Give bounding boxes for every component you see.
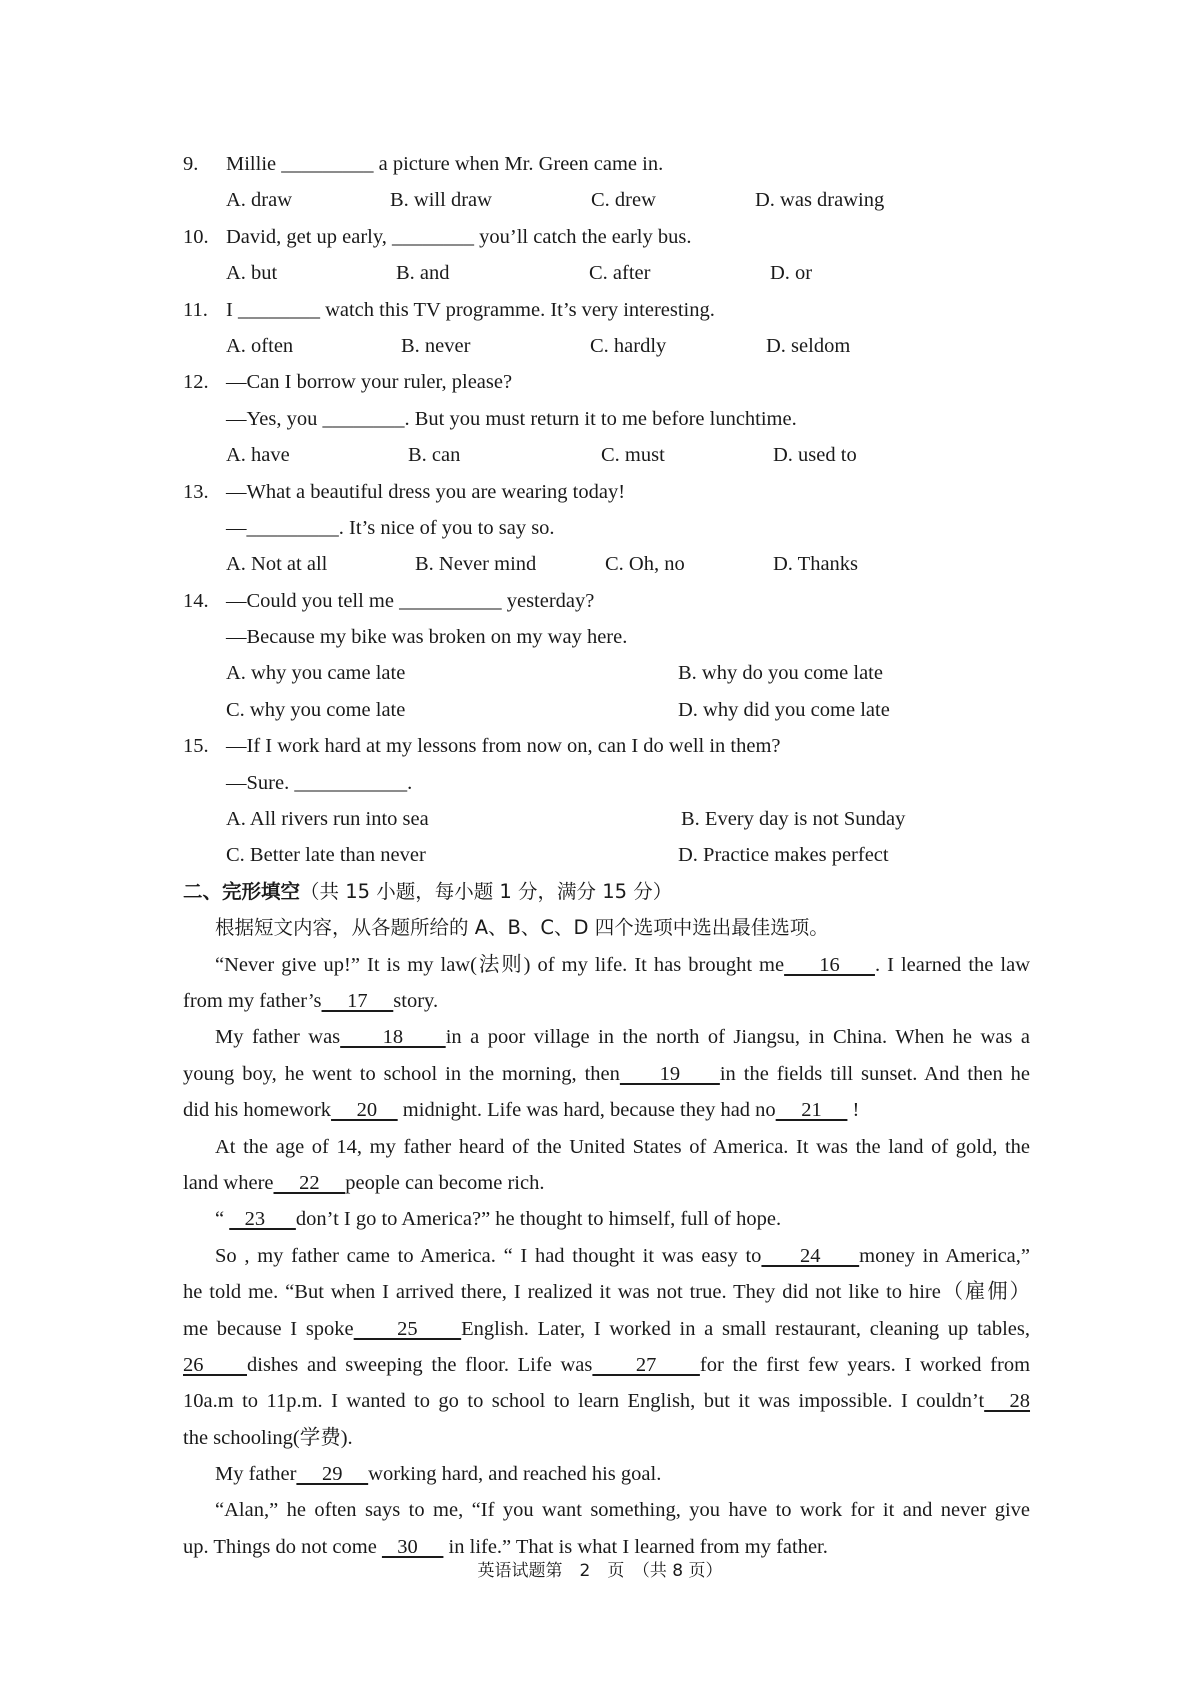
option-d: D. or	[770, 262, 813, 285]
section-instruction: 根据短文内容，从各题所给的 A、B、C、D 四个选项中选出最佳选项。	[215, 916, 829, 940]
question-number: 12.	[183, 371, 209, 394]
passage-text: young boy, he went to school in the morning, then	[183, 1062, 620, 1085]
passage-line	[183, 947, 1030, 983]
passage-text: dishes and sweeping the floor. Life was	[247, 1353, 593, 1376]
option-d: D. seldom	[766, 334, 851, 357]
option-b: B. Never mind	[415, 553, 537, 576]
passage-text: English. Later, I worked in a small restaurant, cleaning up tables,	[461, 1317, 1031, 1340]
passage-text: My father was	[215, 1026, 341, 1049]
page-content	[183, 146, 1030, 1565]
passage-text: working hard, and reached his goal.	[368, 1463, 662, 1486]
passage-line	[183, 1456, 1030, 1492]
question-number: 11.	[183, 298, 208, 321]
option-b: B. Every day is not Sunday	[681, 808, 906, 831]
passage-line: “Alan,” he often says to me, “If you want something, you have to work for it and never give	[215, 1499, 1030, 1522]
question-number: 10.	[183, 225, 209, 248]
option-a: A. All rivers run into sea	[226, 808, 429, 831]
option-a: A. often	[226, 334, 294, 357]
question-15-reply: —Sure. ___________.	[226, 771, 413, 794]
options-15-row1	[183, 801, 1030, 837]
option-b: B. never	[401, 334, 471, 357]
option-a: A. why you came late	[226, 662, 406, 685]
question-14	[183, 583, 1030, 619]
section-title: 二、完形填空	[183, 879, 301, 903]
passage-text: up. Things do not come	[183, 1535, 382, 1558]
blank-22: 22	[273, 1171, 346, 1194]
options-11	[183, 328, 1030, 364]
passage-text: don’t I go to America?” he thought to himself, full of hope.	[295, 1208, 782, 1231]
passage-text: in a poor village in the north of Jiangsu, in China. When he was a	[445, 1026, 1031, 1049]
blank-28: 28	[984, 1390, 1031, 1413]
options-12	[183, 437, 1030, 473]
option-b: B. and	[396, 262, 450, 285]
question-number: 14.	[183, 589, 209, 612]
option-c: C. hardly	[590, 334, 667, 357]
question-11	[183, 292, 1030, 328]
blank-23: 23	[229, 1208, 296, 1231]
question-13	[183, 474, 1030, 510]
question-12-reply: —Yes, you ________. But you must return it to me before lunchtime.	[226, 407, 797, 430]
question-stem: —What a beautiful dress you are wearing today!	[226, 480, 626, 503]
option-d: D. was drawing	[755, 189, 885, 212]
page-footer: 英语试题第 2 页 （共 8 页）	[477, 1561, 723, 1581]
passage-line: At the age of 14, my father heard of the United States of America. It was the land of gold, the	[215, 1135, 1030, 1158]
passage-text: people can become rich.	[345, 1171, 545, 1194]
blank-21: 21	[775, 1099, 848, 1122]
passage-line	[183, 1238, 1030, 1274]
passage-line	[183, 983, 1030, 1019]
options-9	[183, 182, 1030, 218]
blank-19: 19	[619, 1062, 720, 1085]
section-heading	[183, 874, 1030, 910]
blank-27: 27	[592, 1353, 700, 1376]
question-number: 9.	[183, 153, 199, 175]
option-c: C. drew	[591, 189, 656, 212]
blank-24: 24	[761, 1244, 860, 1267]
question-15	[183, 728, 1030, 764]
passage-text: money in America,”	[859, 1244, 1031, 1267]
question-9	[183, 146, 1030, 182]
passage-text: did his homework	[183, 1099, 332, 1122]
option-a: A. draw	[226, 189, 293, 212]
blank-30: 30	[381, 1535, 444, 1558]
option-b: B. can	[408, 444, 461, 467]
option-a: A. but	[226, 262, 278, 285]
passage-line	[183, 1311, 1030, 1347]
question-stem: I ________ watch this TV programme. It’s very interesting.	[226, 298, 715, 321]
passage-text: in life.” That is what I learned from my father.	[443, 1535, 828, 1558]
passage-line: he told me. “But when I arrived there, I realized it was not true. They did not like to hire（雇佣）	[183, 1281, 1030, 1304]
passage-text: in the fields till sunset. And then he	[719, 1062, 1031, 1085]
question-14-reply: —Because my bike was broken on my way here.	[226, 626, 628, 649]
option-a: A. Not at all	[226, 553, 328, 576]
passage-text: . I learned the law	[874, 953, 1031, 976]
blank-29: 29	[296, 1463, 369, 1486]
section-scoring: （共 15 小题，每小题 1 分，满分 15 分）	[300, 879, 673, 903]
passage-line	[183, 1019, 1030, 1055]
question-number: 13.	[183, 480, 209, 503]
passage-text: !	[847, 1099, 860, 1122]
blank-20: 20	[331, 1099, 398, 1122]
option-c: C. Oh, no	[605, 553, 685, 576]
option-c: C. must	[601, 444, 665, 467]
option-c: C. Better late than never	[226, 844, 426, 867]
passage-text: “	[215, 1208, 230, 1231]
passage-text: 10a.m to 11p.m. I wanted to go to school to learn English, but it was impossible. I couldn’t	[183, 1390, 985, 1413]
option-d: D. Thanks	[773, 553, 859, 576]
options-15-row2	[183, 837, 1030, 873]
passage-line	[183, 1092, 1030, 1128]
passage-text: My father	[215, 1463, 297, 1486]
options-10	[183, 255, 1030, 291]
passage-text: So , my father came to America. “ I had thought it was easy to	[215, 1244, 762, 1267]
blank-18: 18	[340, 1026, 446, 1049]
passage-text: me because I spoke	[183, 1317, 354, 1340]
passage-line	[183, 1201, 1030, 1237]
passage-text: from my father’s	[183, 989, 322, 1012]
question-13-reply: —_________. It’s nice of you to say so.	[226, 516, 555, 539]
passage-text: land where	[183, 1171, 274, 1194]
passage-text: story.	[393, 989, 439, 1012]
options-14-row2	[183, 692, 1030, 728]
option-c: C. after	[589, 262, 651, 285]
passage-text: midnight. Life was hard, because they had no	[397, 1099, 776, 1122]
option-d: D. used to	[773, 444, 857, 467]
option-b: B. why do you come late	[678, 662, 883, 685]
blank-17: 17	[321, 989, 394, 1012]
option-d: D. why did you come late	[678, 698, 890, 721]
passage-text: for the first few years. I worked from	[699, 1353, 1031, 1376]
blank-25: 25	[353, 1317, 462, 1340]
passage-line: the schooling(学费).	[183, 1426, 353, 1449]
option-d: D. Practice makes perfect	[678, 844, 889, 867]
passage-line	[183, 1056, 1030, 1092]
passage-text: “Never give up!” It is my law(法则) of my life. It has brought me	[215, 953, 785, 976]
question-stem: David, get up early, ________ you’ll catch the early bus.	[226, 225, 692, 248]
question-number: 15.	[183, 735, 209, 758]
passage-line	[183, 1347, 1030, 1383]
passage-line	[183, 1383, 1030, 1419]
options-14-row1	[183, 655, 1030, 691]
question-stem: —Could you tell me __________ yesterday?	[226, 589, 595, 612]
blank-26: 26	[183, 1353, 247, 1376]
options-13	[183, 546, 1030, 582]
question-stem: —Can I borrow your ruler, please?	[226, 371, 513, 394]
blank-16: 16	[784, 953, 875, 976]
question-stem: —If I work hard at my lessons from now on, can I do well in them?	[226, 735, 781, 758]
passage-line	[183, 1165, 1030, 1201]
question-12	[183, 364, 1030, 400]
option-c: C. why you come late	[226, 698, 406, 721]
option-b: B. will draw	[390, 189, 492, 212]
option-a: A. have	[226, 444, 290, 467]
question-10	[183, 219, 1030, 255]
question-stem: Millie _________ a picture when Mr. Green came in.	[226, 153, 664, 175]
